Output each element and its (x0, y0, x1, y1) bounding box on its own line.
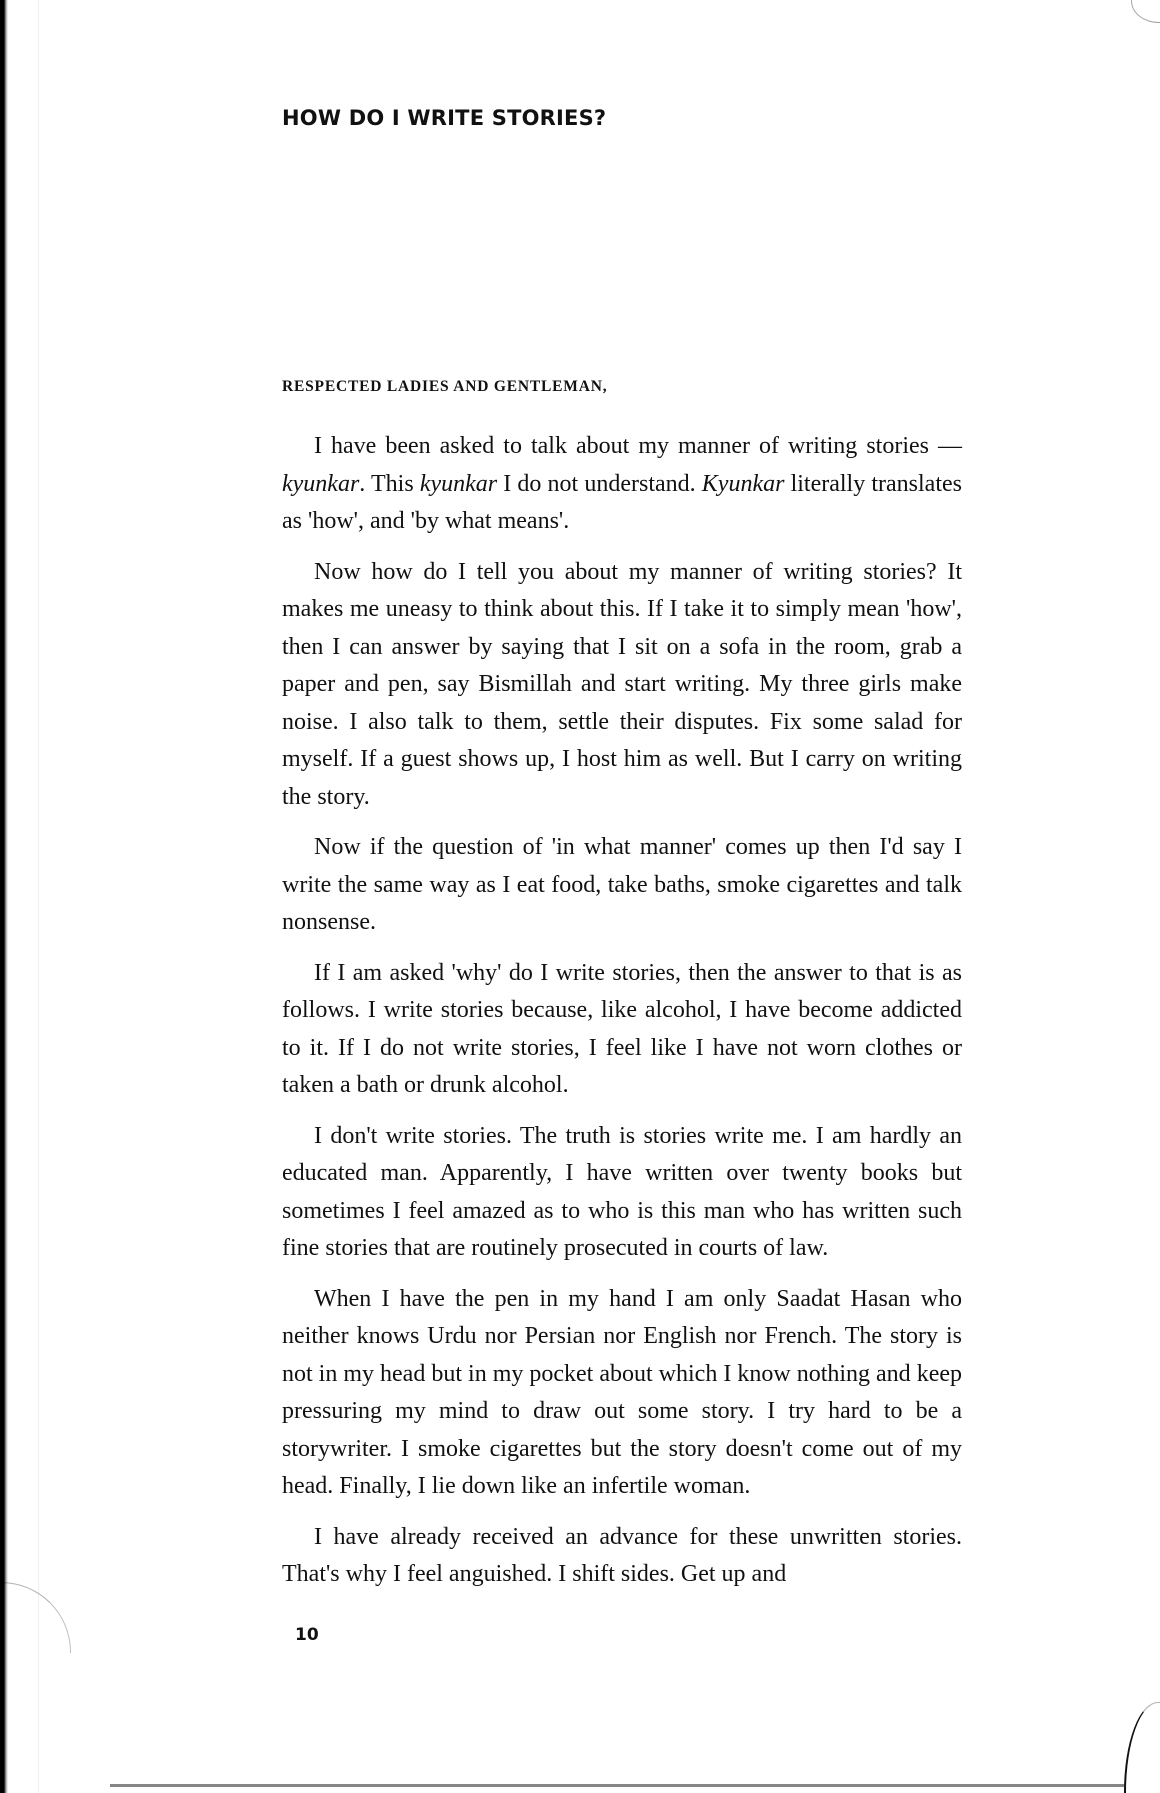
scan-edge-bottom (110, 1784, 1126, 1787)
italic-term: Kyunkar (701, 470, 785, 497)
page-number: 10 (295, 1625, 319, 1645)
text-run: If I am asked 'why' do I write stories, then the answer to that is as follows. I write stories because, like alcohol, I have become addicted to it. If I do not write stories, I feel like I have not worn clothes or taken a bath or drunk alcohol. (282, 959, 962, 1098)
text-run: I don't write stories. The truth is stories write me. I am hardly an educated man. Apparently, I have written over twenty books but sometimes I feel amazed as to who is this man who has written such fine stories that are routinely prosecuted in courts of law. (282, 1122, 962, 1261)
paragraph-1 (282, 428, 962, 541)
text-run: Now how do I tell you about my manner of writing stories? It makes me uneasy to think about this. If I take it to simply mean 'how', then I can answer by saying that I sit on a sofa in the room, grab a paper and pen, say Bismillah and start writing. My three girls make noise. I also talk to them, settle their disputes. Fix some salad for myself. If a guest shows up, I host him as well. But I carry on writing the story. (282, 558, 962, 810)
text-run: When I have the pen in my hand I am only Saadat Hasan who neither knows Urdu nor Persian nor English nor French. The story is not in my head but in my pocket about which I know nothing and keep pressuring my mind to draw out some story. I try hard to be a storywriter. I smoke cigarettes but the story doesn't come out of my head. Finally, I lie down like an infertile woman. (282, 1285, 962, 1499)
paragraph-2 (282, 554, 962, 817)
page-corner-top-right (1131, 0, 1160, 23)
text-run: I have been asked to talk about my manner of writing stories — (314, 433, 962, 459)
scan-edge-shadow (38, 0, 39, 1793)
paragraph-7 (282, 1519, 962, 1594)
paragraph-6 (282, 1281, 962, 1506)
salutation: RESPECTED LADIES AND GENTLEMAN, (282, 378, 608, 395)
text-run: I do not understand. (497, 470, 702, 497)
text-run: literally translates as 'how', and 'by what means'. (282, 470, 962, 534)
scan-edge-left (0, 0, 8, 1793)
paragraph-3 (282, 829, 962, 942)
text-run: . This (359, 470, 420, 497)
italic-term: kyunkar (419, 470, 498, 497)
page-corner-bottom-right (1124, 1702, 1160, 1793)
page-curl-bottom-left (0, 1582, 71, 1653)
text-run: Now if the question of 'in what manner' comes up then I'd say I write the same way as I eat food, take baths, smoke cigarettes and talk nonsense. (282, 834, 962, 935)
text-run: I have already received an advance for these unwritten stories. That's why I feel anguished. I shift sides. Get up and (282, 1523, 962, 1587)
paragraph-4 (282, 955, 962, 1105)
body-text (282, 428, 962, 1607)
italic-term: kyunkar (282, 470, 360, 497)
paragraph-5 (282, 1118, 962, 1268)
running-head: HOW DO I WRITE STORIES? (282, 106, 607, 130)
